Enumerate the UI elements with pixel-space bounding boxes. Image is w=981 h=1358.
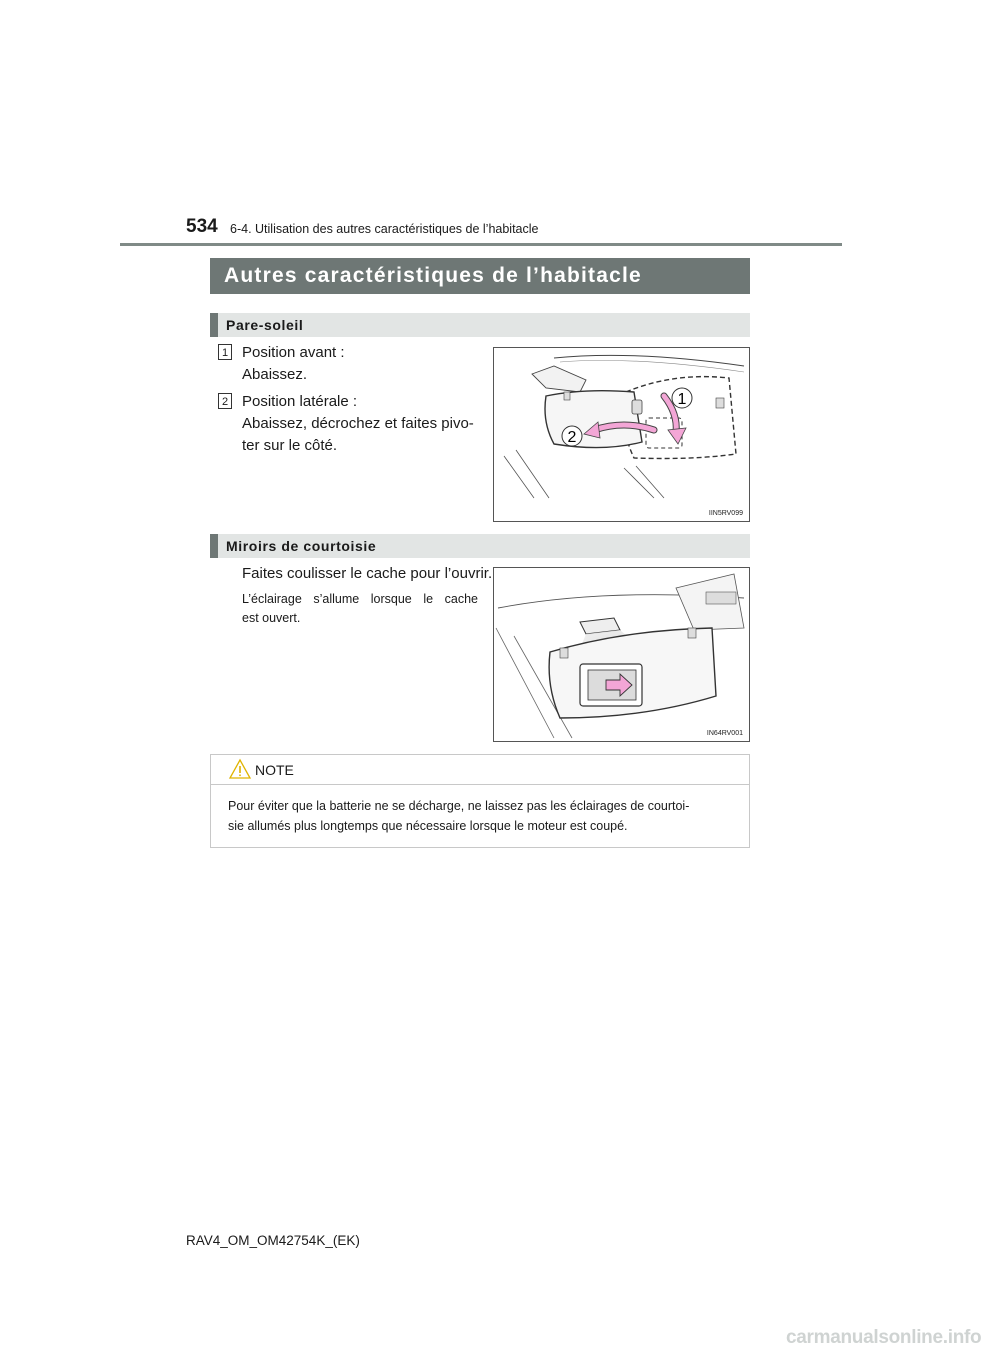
sun-visor-illustration	[494, 348, 749, 521]
sun-visor-figure	[493, 347, 750, 522]
notice-title: NOTE	[255, 762, 294, 778]
site-watermark: carmanualsonline.info	[786, 1327, 981, 1348]
vanity-note-line-1: L’éclairage s’allume lorsque le cache	[242, 592, 478, 606]
vanity-mirror-illustration	[494, 568, 749, 741]
step-1-number: 1	[218, 344, 232, 360]
sun-visor-steps	[218, 342, 486, 462]
notice-text-line-2: sie allumés plus longtemps que nécessaire lorsque le moteur est coupé.	[228, 819, 628, 833]
step-1-detail: Abaissez.	[242, 366, 308, 383]
notice-box	[210, 754, 750, 848]
step-2-number: 2	[218, 393, 232, 409]
step-2-detail-line-2: ter sur le côté.	[242, 437, 338, 454]
vanity-mirror-figure	[493, 567, 750, 742]
notice-text-line-1: Pour éviter que la batterie ne se décharge, ne laissez pas les éclairages de courtoi-	[228, 799, 690, 813]
notice-text	[228, 796, 738, 836]
step-2-detail-line-1: Abaissez, décrochez et faites pivo-	[242, 415, 474, 432]
chapter-title: Autres caractéristiques de l’habitacle	[210, 258, 750, 294]
vanity-figure-code: IN64RV001	[706, 730, 743, 737]
section-path: 6-4. Utilisation des autres caractéristiques de l’habitacle	[230, 222, 539, 236]
vanity-note-line-2: est ouvert.	[242, 611, 301, 625]
sun-visors-heading: Pare-soleil	[210, 313, 750, 337]
step-1-title: Position avant :	[242, 344, 345, 361]
step-2-title: Position latérale :	[242, 393, 358, 410]
warning-triangle-icon	[228, 758, 252, 780]
vanity-instruction: Faites coulisser le cache pour l’ouvrir.	[242, 565, 493, 582]
notice-divider	[211, 784, 749, 785]
callout-2: 2	[567, 429, 577, 446]
page-number: 534	[186, 216, 218, 237]
callout-1: 1	[677, 391, 687, 408]
document-code: RAV4_OM_OM42754K_(EK)	[186, 1233, 360, 1248]
header-rule	[120, 243, 842, 246]
vanity-mirrors-heading: Miroirs de courtoisie	[210, 534, 750, 558]
vanity-note	[242, 590, 478, 628]
sun-visor-figure-code: IIN5RV099	[708, 510, 743, 517]
